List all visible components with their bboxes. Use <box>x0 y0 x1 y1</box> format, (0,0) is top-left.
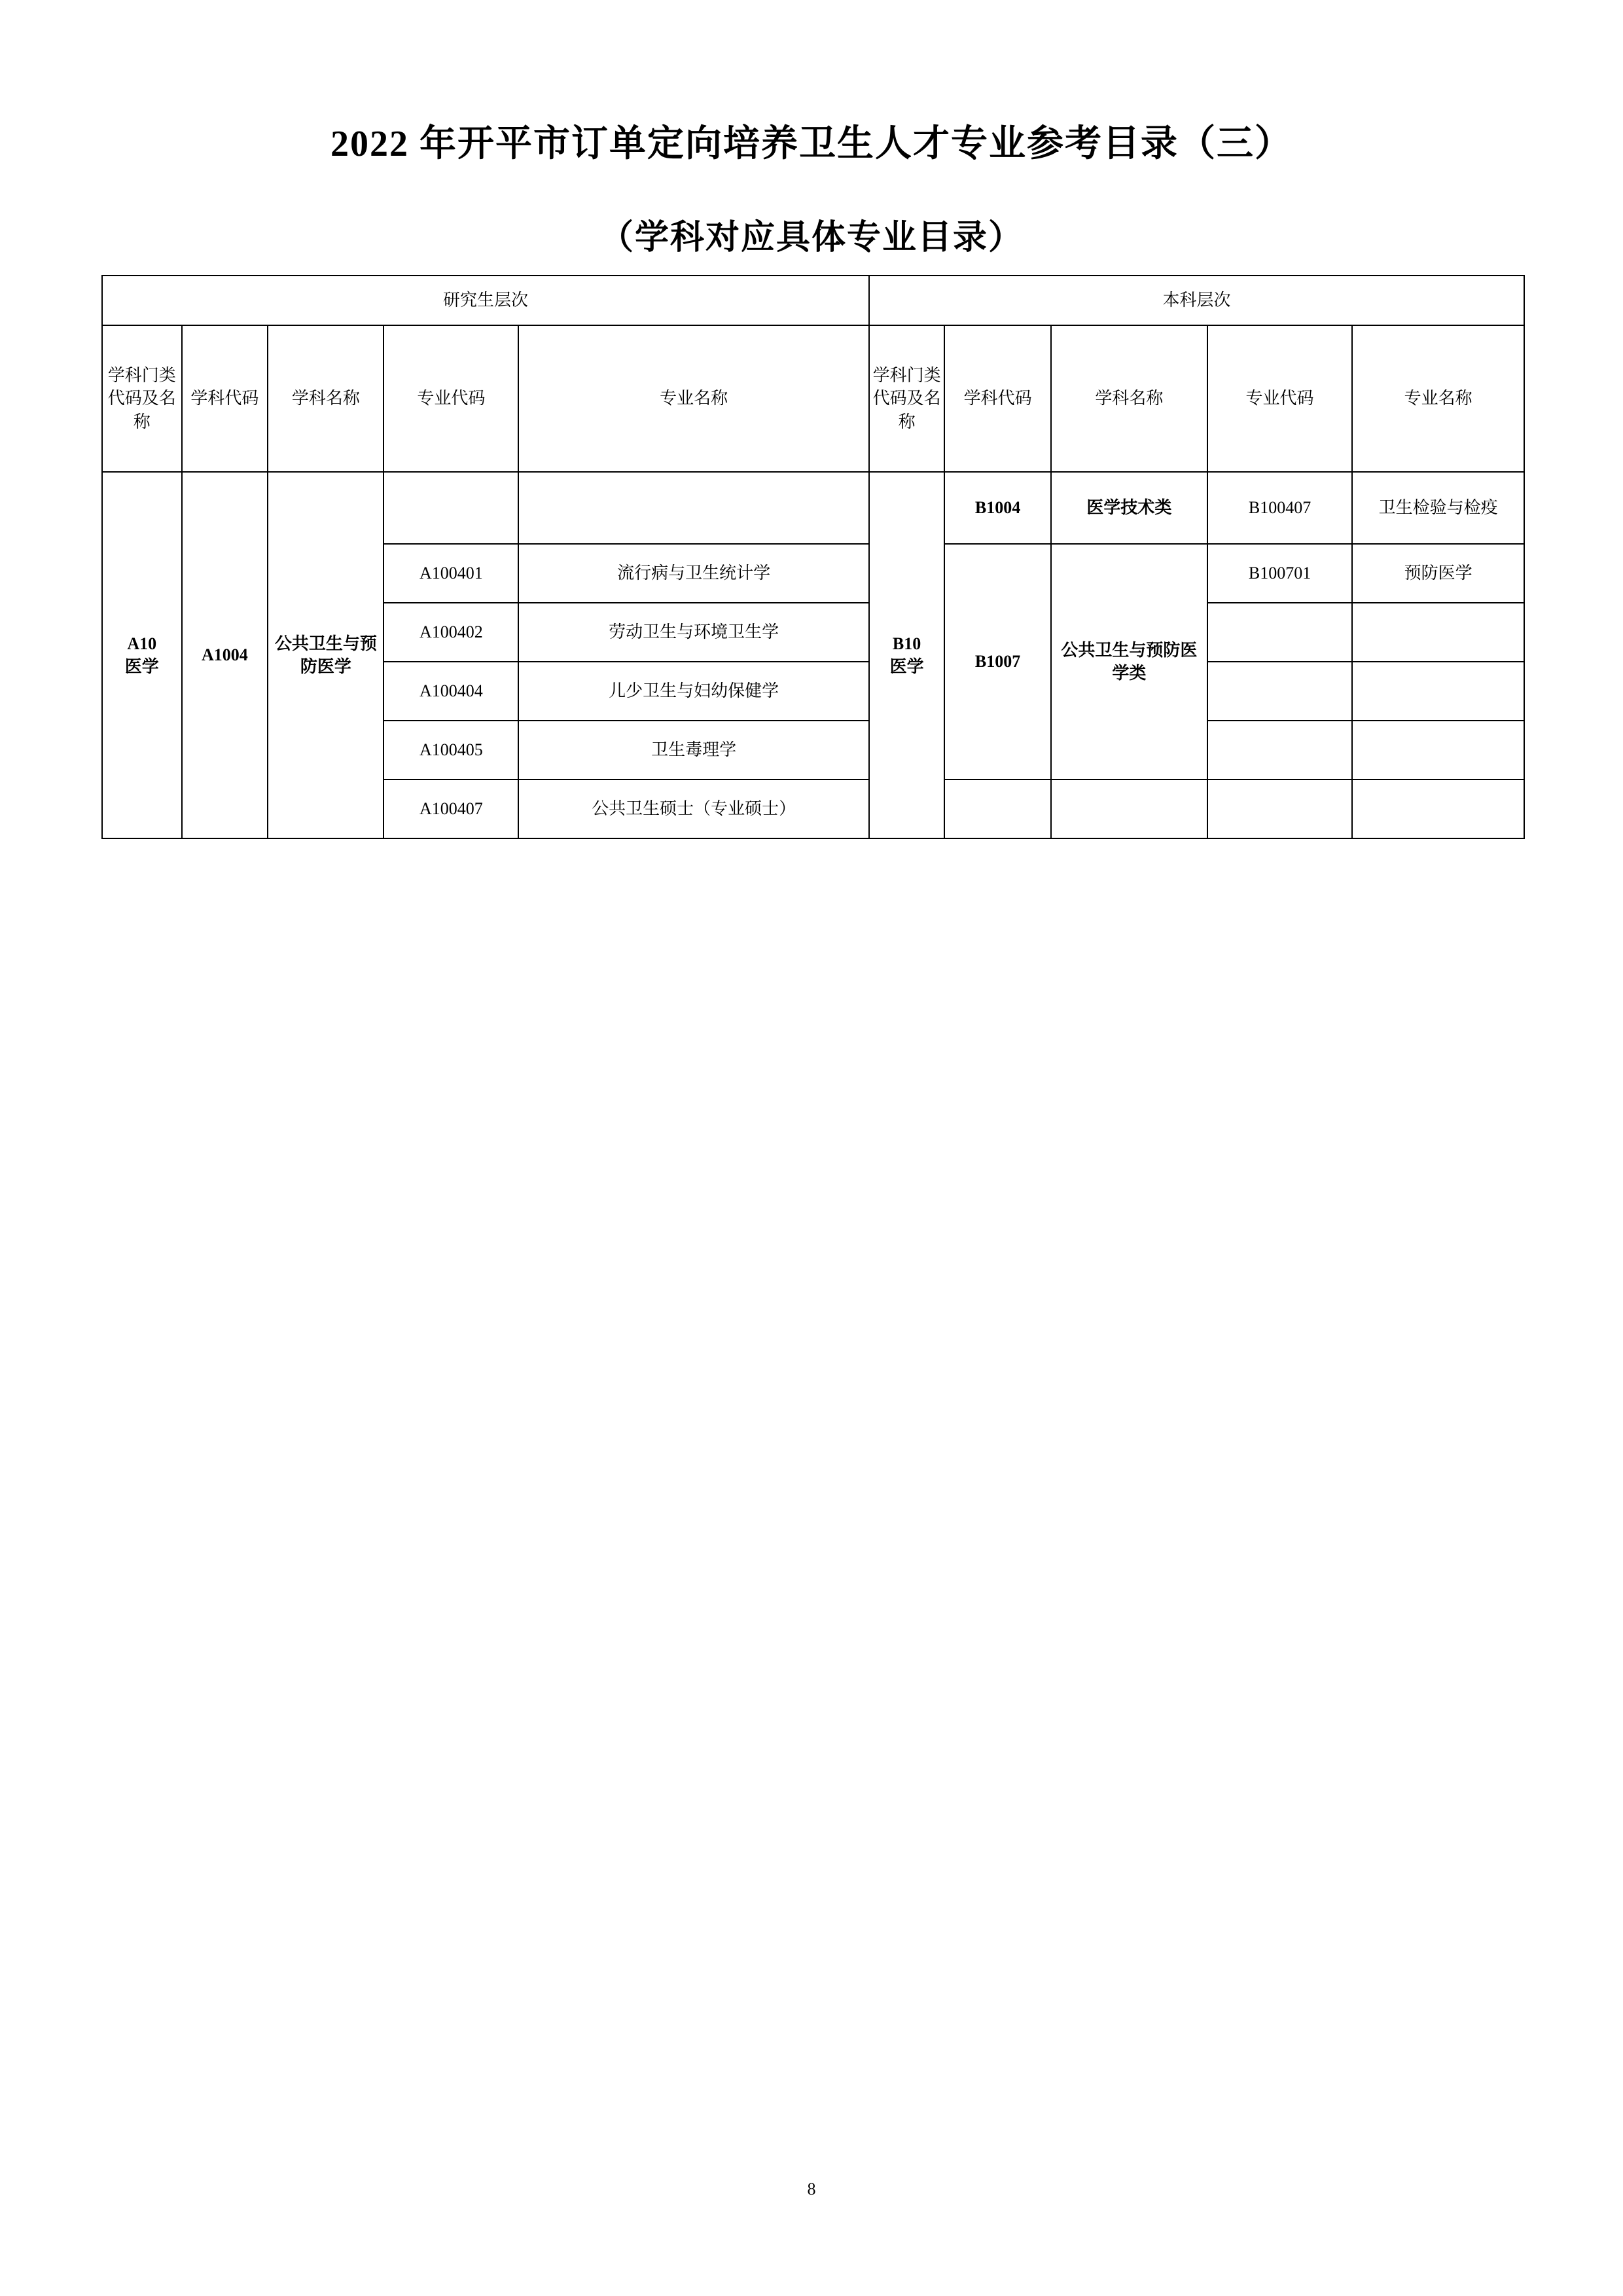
grad-major-code-4: A100405 <box>383 721 518 780</box>
grad-category-line1: A10 <box>127 634 157 653</box>
ug-discipline-name-1: 医学技术类 <box>1051 472 1207 544</box>
col-header-grad-major-code: 专业代码 <box>383 325 518 472</box>
page-number: 8 <box>807 2179 816 2198</box>
ug-major-name-blank-2 <box>1352 780 1524 838</box>
band-header-graduate: 研究生层次 <box>102 276 869 325</box>
col-header-grad-category: 学科门类代码及名称 <box>102 325 182 472</box>
grad-category-line2: 医学 <box>124 657 159 676</box>
col-header-ug-major-code: 专业代码 <box>1207 325 1352 472</box>
grad-major-code-2: A100402 <box>383 603 518 662</box>
ug-category-line1: B10 <box>892 634 921 653</box>
page-subtitle: （学科对应具体专业目录） <box>599 219 1024 257</box>
grad-major-name-4: 卫生毒理学 <box>518 721 869 780</box>
grad-major-name-1: 流行病与卫生统计学 <box>518 544 869 603</box>
ug-category-line2: 医学 <box>889 657 924 676</box>
catalog-table-wrapper <box>101 275 1525 839</box>
ug-major-code-blank-1 <box>1207 721 1352 780</box>
ug-discipline-name-2: 公共卫生与预防医学类 <box>1051 544 1207 780</box>
ug-discipline-code-1: B1004 <box>944 472 1051 544</box>
grad-major-name-2: 劳动卫生与环境卫生学 <box>518 603 869 662</box>
catalog-table <box>101 275 1525 839</box>
col-header-ug-discipline-name: 学科名称 <box>1051 325 1207 472</box>
ug-major-name-2-2 <box>1352 603 1524 662</box>
ug-major-name-2-3 <box>1352 662 1524 721</box>
band-header-undergraduate: 本科层次 <box>869 276 1524 325</box>
ug-major-code-2-1: B100701 <box>1207 544 1352 603</box>
page-title: 2022 年开平市订单定向培养卫生人才专业参考目录（三） <box>330 124 1293 164</box>
table-band-header-row <box>102 276 1524 325</box>
ug-discipline-name-blank <box>1051 780 1207 838</box>
grad-major-name-empty <box>518 472 869 544</box>
col-header-grad-discipline-name: 学科名称 <box>268 325 383 472</box>
ug-major-code-2-2 <box>1207 603 1352 662</box>
col-header-ug-major-name: 专业名称 <box>1352 325 1524 472</box>
ug-major-code-2-3 <box>1207 662 1352 721</box>
ug-major-code-1-1: B100407 <box>1207 472 1352 544</box>
col-header-ug-category: 学科门类代码及名称 <box>869 325 944 472</box>
grad-major-code-5: A100407 <box>383 780 518 838</box>
ug-major-name-2-1: 预防医学 <box>1352 544 1524 603</box>
col-header-grad-major-name: 专业名称 <box>518 325 869 472</box>
grad-major-name-3: 儿少卫生与妇幼保健学 <box>518 662 869 721</box>
ug-category-cell <box>869 472 944 838</box>
ug-major-name-blank-1 <box>1352 721 1524 780</box>
grad-discipline-code-cell: A1004 <box>182 472 268 838</box>
ug-major-name-1-1: 卫生检验与检疫 <box>1352 472 1524 544</box>
table-row <box>102 472 1524 544</box>
grad-major-code-1: A100401 <box>383 544 518 603</box>
col-header-grad-discipline-code: 学科代码 <box>182 325 268 472</box>
table-column-header-row <box>102 325 1524 472</box>
col-header-ug-discipline-code: 学科代码 <box>944 325 1051 472</box>
grad-category-cell <box>102 472 182 838</box>
ug-discipline-code-blank <box>944 780 1051 838</box>
grad-major-name-5: 公共卫生硕士（专业硕士） <box>518 780 869 838</box>
ug-major-code-blank-2 <box>1207 780 1352 838</box>
grad-major-code-empty <box>383 472 518 544</box>
grad-major-code-3: A100404 <box>383 662 518 721</box>
ug-discipline-code-2: B1007 <box>944 544 1051 780</box>
grad-discipline-name-cell: 公共卫生与预防医学 <box>268 472 383 838</box>
